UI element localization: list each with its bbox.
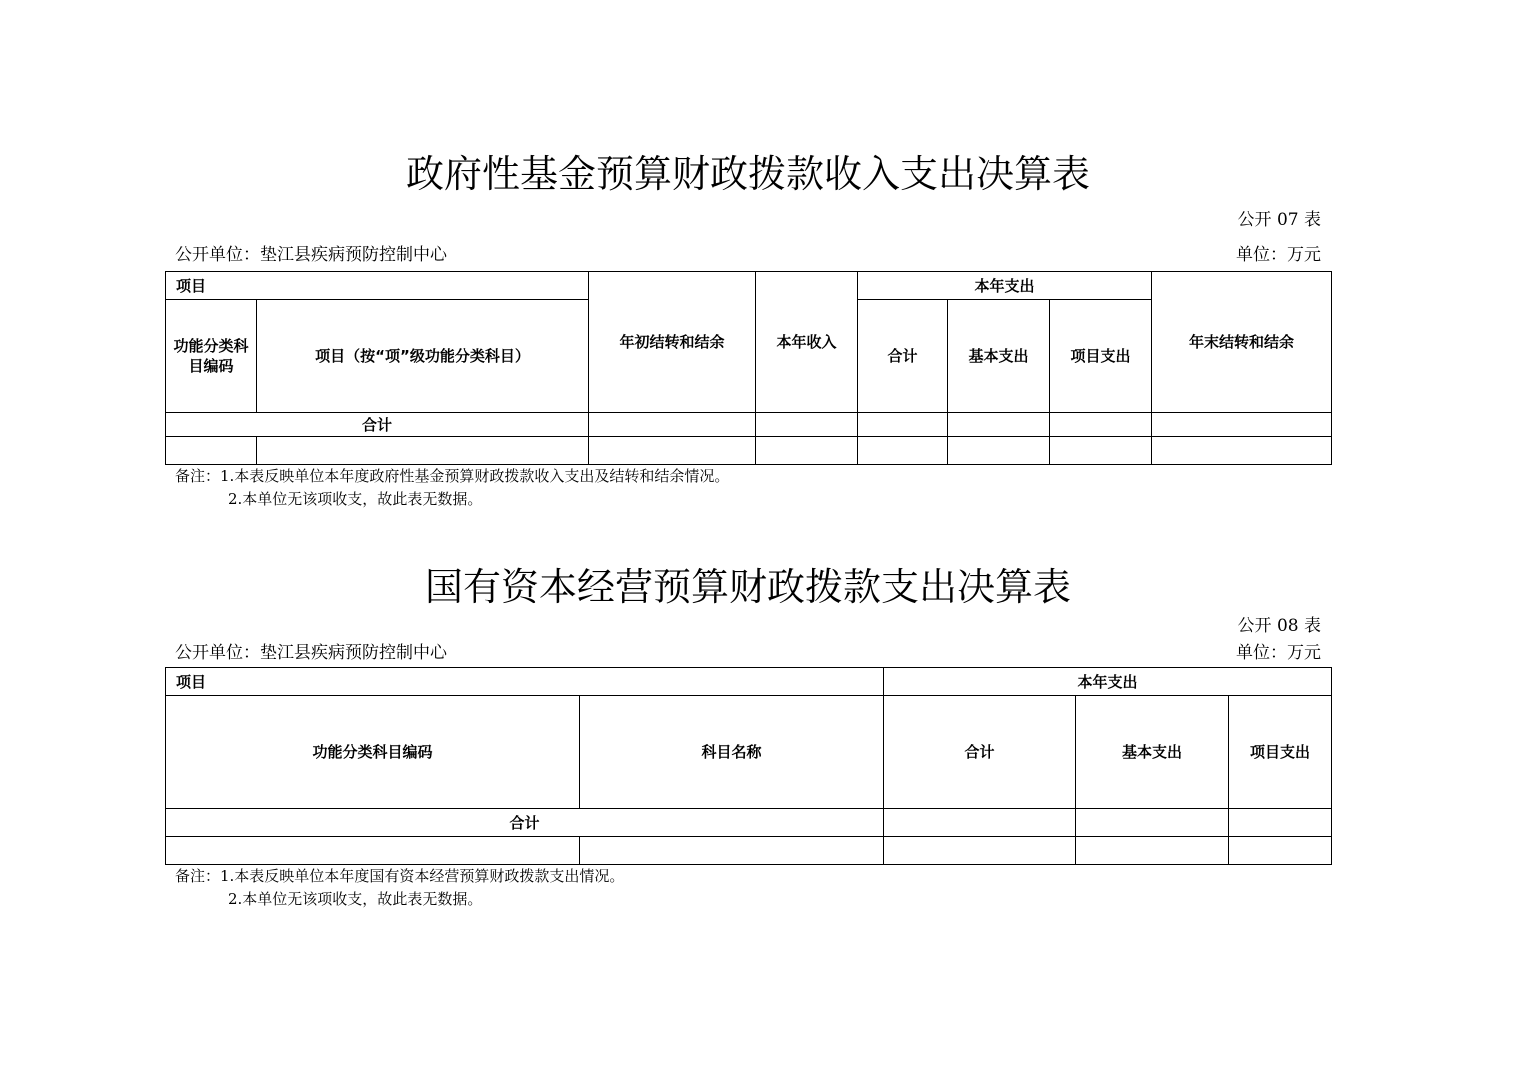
table8-note-1: 备注：1.本表反映单位本年度国有资本经营预算财政拨款支出情况。	[175, 867, 625, 885]
table8-header-basic: 基本支出	[1076, 696, 1229, 809]
table-cell	[948, 413, 1050, 437]
table7-header-begin-balance: 年初结转和结余	[589, 272, 756, 413]
table-cell	[589, 413, 756, 437]
table8-notes	[175, 865, 624, 911]
table-cell	[1076, 837, 1229, 865]
table7-header-func-code: 功能分类科目编码	[166, 300, 257, 413]
table8-header-project-exp: 项目支出	[1229, 696, 1332, 809]
table-cell	[858, 413, 948, 437]
table-cell	[1229, 809, 1332, 837]
table-cell	[756, 437, 858, 465]
table-cell	[1229, 837, 1332, 865]
table7-notes	[175, 465, 729, 511]
table7-header-expense: 本年支出	[858, 272, 1152, 300]
table8-total-label: 合计	[166, 809, 884, 837]
table-cell	[884, 809, 1076, 837]
table8-header-subject-name: 科目名称	[580, 696, 884, 809]
table7-note-1: 备注：1.本表反映单位本年度政府性基金预算财政拨款收入支出及结转和结余情况。	[175, 467, 730, 485]
table-cell	[756, 413, 858, 437]
table8-note-2: 2.本单位无该项收支，故此表无数据。	[228, 890, 483, 908]
table8-total-row	[166, 809, 1332, 837]
table-cell	[166, 437, 257, 465]
table-cell	[166, 837, 580, 865]
table-cell	[589, 437, 756, 465]
table8-unit: 单位：万元	[1236, 643, 1321, 663]
table8-title: 国有资本经营预算财政拨款支出决算表	[424, 565, 1071, 609]
table7-unit: 单位：万元	[1236, 245, 1321, 265]
table-cell	[1050, 413, 1152, 437]
table8-grid	[165, 667, 1332, 865]
table-row	[166, 837, 1332, 865]
table8-org: 公开单位：垫江县疾病预防控制中心	[175, 643, 447, 663]
table7-title: 政府性基金预算财政拨款收入支出决算表	[405, 152, 1090, 196]
table7-header-project-name: 项目（按“项”级功能分类科目）	[257, 300, 589, 413]
table-cell	[1152, 437, 1332, 465]
table7-header-total: 合计	[858, 300, 948, 413]
table7-header-basic: 基本支出	[948, 300, 1050, 413]
table-row	[166, 437, 1332, 465]
table7-header-project: 项目	[166, 272, 589, 300]
table7-note-2: 2.本单位无该项收支，故此表无数据。	[228, 490, 483, 508]
table8-header-expense: 本年支出	[884, 668, 1332, 696]
table-cell	[580, 837, 884, 865]
table7-total-row	[166, 413, 1332, 437]
table7-code: 公开 07 表	[1237, 210, 1321, 230]
table-cell	[884, 837, 1076, 865]
table8-header-func-code: 功能分类科目编码	[166, 696, 580, 809]
table-cell	[1050, 437, 1152, 465]
table7-org: 公开单位：垫江县疾病预防控制中心	[175, 245, 447, 265]
table8-header-total: 合计	[884, 696, 1076, 809]
table-cell	[257, 437, 589, 465]
table7-header-project-exp: 项目支出	[1050, 300, 1152, 413]
table-cell	[1152, 413, 1332, 437]
table8-header-project: 项目	[166, 668, 884, 696]
table8-code: 公开 08 表	[1237, 616, 1321, 636]
table7-header-income: 本年收入	[756, 272, 858, 413]
table7-total-label: 合计	[166, 413, 589, 437]
table-cell	[858, 437, 948, 465]
table7-grid	[165, 271, 1332, 465]
table-cell	[948, 437, 1050, 465]
table7-header-end-balance: 年末结转和结余	[1152, 272, 1332, 413]
table-cell	[1076, 809, 1229, 837]
